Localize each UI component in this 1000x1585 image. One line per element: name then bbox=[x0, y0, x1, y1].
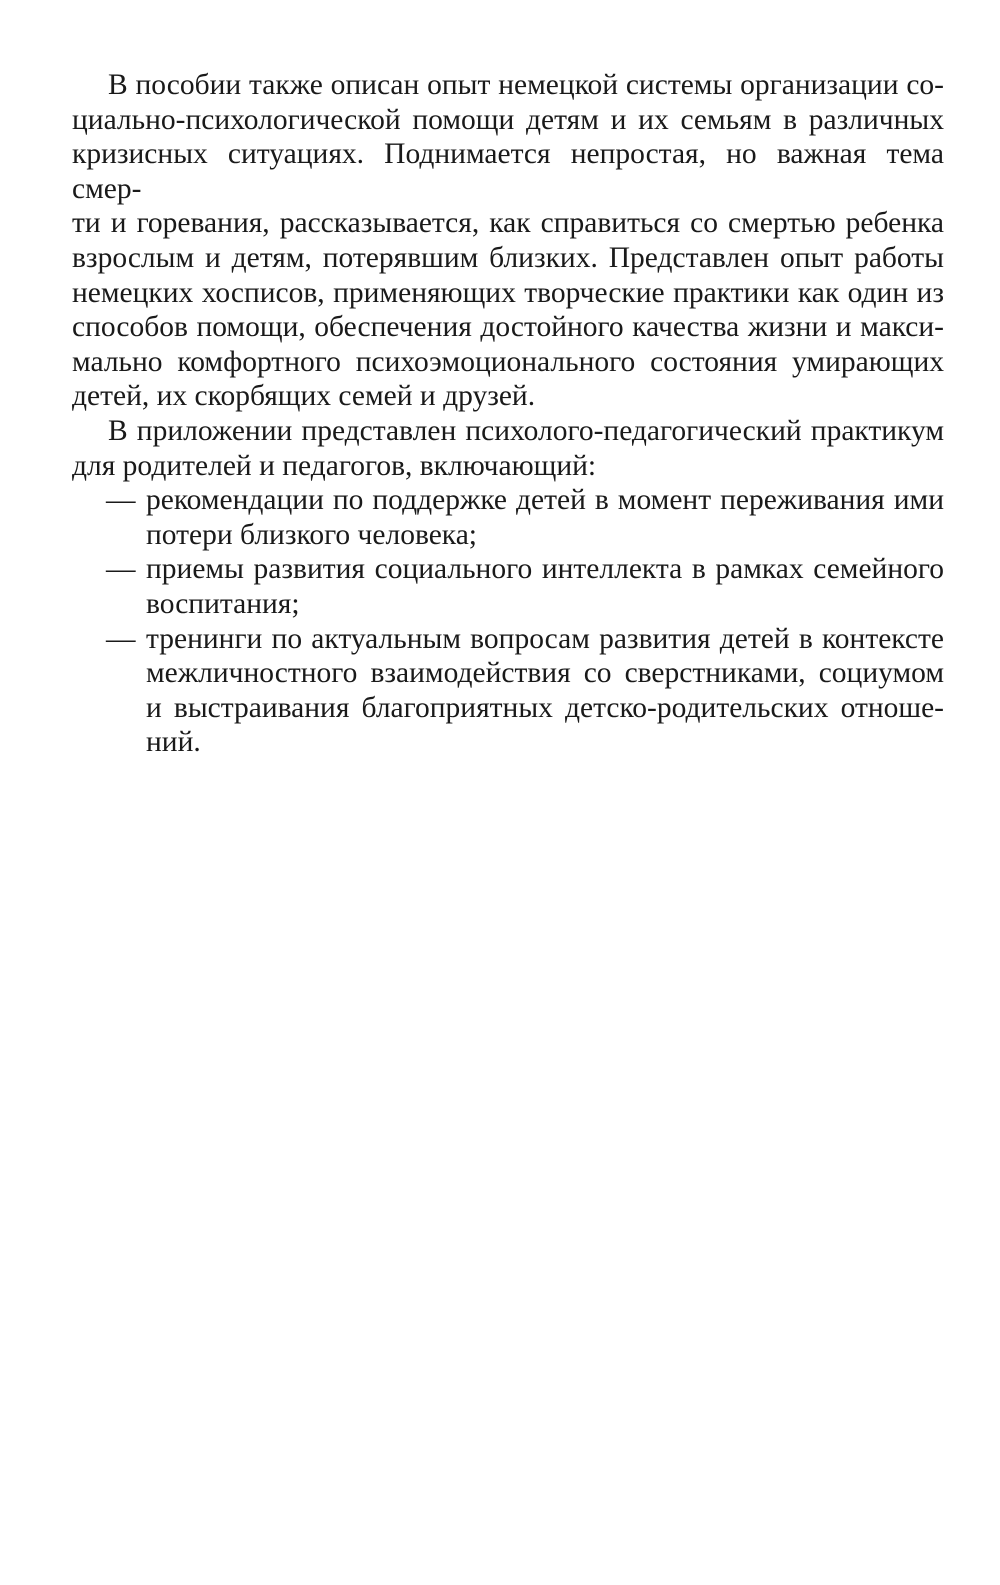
list-item-line: ний. bbox=[146, 726, 201, 759]
dash-marker: — bbox=[106, 484, 136, 517]
practicum-list bbox=[72, 483, 944, 760]
paragraph-1-line: мально комфортного психоэмоционального состояния умирающих bbox=[72, 345, 944, 378]
list-item-line bbox=[106, 552, 944, 587]
list-item-line: потери близкого человека; bbox=[146, 518, 477, 551]
list-item-line bbox=[106, 483, 944, 518]
list-item-line: воспитания; bbox=[146, 587, 300, 620]
list-item-text: рекомендации по поддержке детей в момент переживания ими bbox=[146, 484, 944, 517]
paragraph-1-line: кризисных ситуациях. Поднимается непростая, но важная тема смер- bbox=[72, 138, 944, 205]
paragraph-1-line: немецких хосписов, применяющих творческие практики как один из bbox=[72, 276, 944, 309]
page-text bbox=[72, 68, 944, 760]
paragraph-1-line: ти и горевания, рассказывается, как справиться со смертью ребенка bbox=[72, 207, 944, 240]
list-item-line: межличностного взаимодействия со сверстниками, социумом bbox=[146, 657, 944, 690]
paragraph-1-line: взрослым и детям, потерявшим близких. Представлен опыт работы bbox=[72, 241, 944, 274]
paragraph-2-line: В приложении представлен психолого-педагогический практикум bbox=[108, 414, 944, 447]
list-item bbox=[72, 552, 944, 621]
paragraph-2 bbox=[72, 414, 944, 483]
list-item-line: и выстраивания благоприятных детско-родительских отноше- bbox=[146, 691, 944, 724]
list-item-line bbox=[106, 622, 944, 657]
dash-marker: — bbox=[106, 553, 136, 586]
list-item-text: приемы развития социального интеллекта в рамках семейного bbox=[146, 553, 944, 586]
paragraph-1 bbox=[72, 68, 944, 414]
paragraph-1-line: детей, их скорбящих семей и друзей. bbox=[72, 380, 536, 413]
list-item-text: тренинги по актуальным вопросам развития детей в контексте bbox=[146, 622, 944, 655]
paragraph-1-line: циально-психологической помощи детям и их семьям в различных bbox=[72, 103, 944, 136]
list-item bbox=[72, 483, 944, 552]
paragraph-1-line: способов помощи, обеспечения достойного качества жизни и макси- bbox=[72, 311, 944, 344]
paragraph-2-line: для родителей и педагогов, включающий: bbox=[72, 449, 597, 482]
list-item bbox=[72, 622, 944, 760]
paragraph-1-line: В пособии также описан опыт немецкой системы организации со- bbox=[108, 69, 944, 101]
dash-marker: — bbox=[106, 622, 136, 655]
